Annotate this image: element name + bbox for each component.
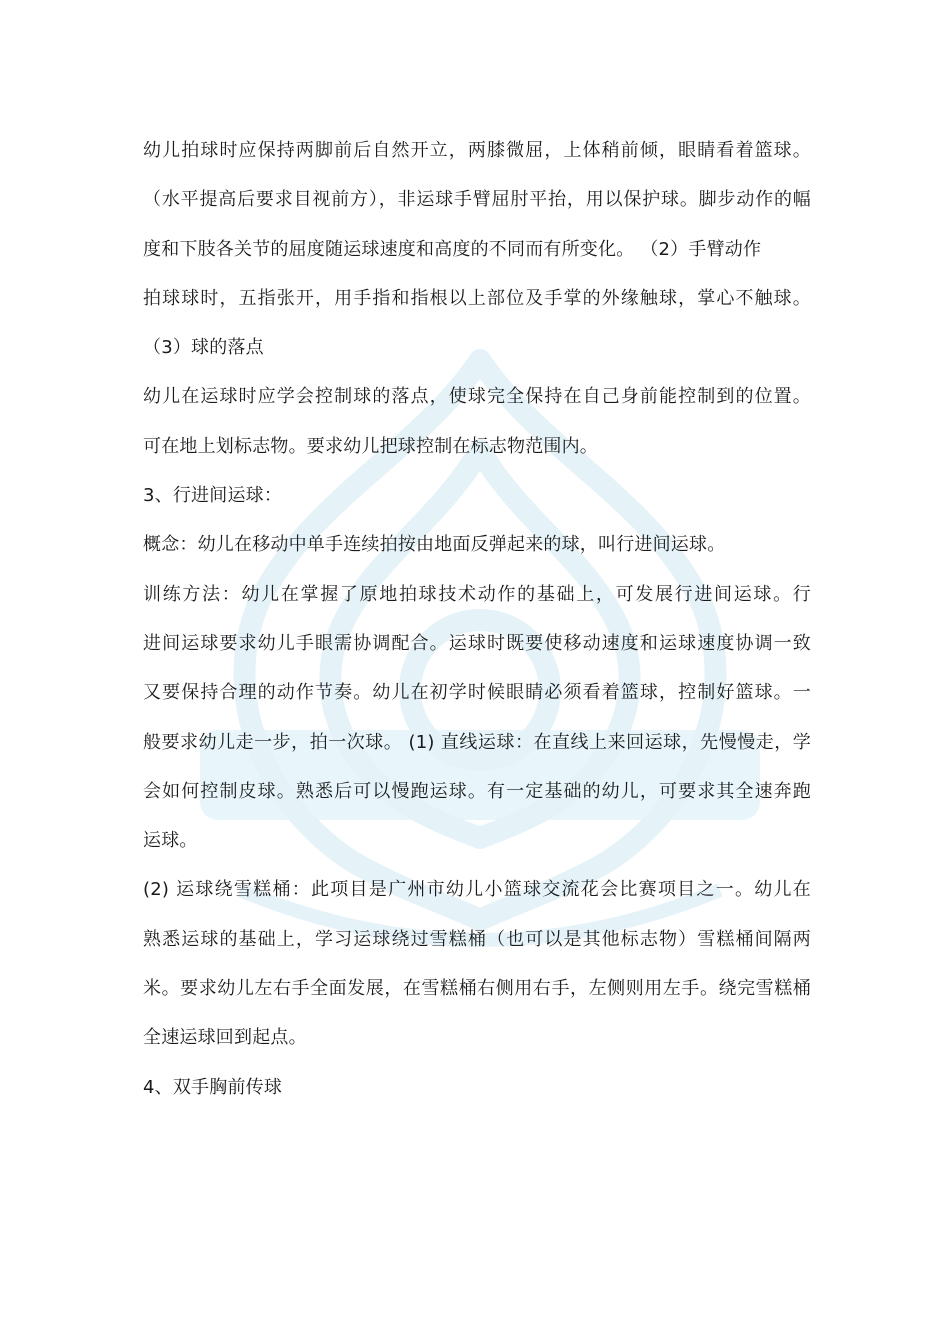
text-line: 运球。 [143, 830, 198, 852]
text-line: 全速运球回到起点。 [143, 1027, 307, 1049]
text-line: 概念：幼儿在移动中单手连续拍按由地面反弹起来的球，叫行进间运球。 [143, 534, 726, 556]
text-line: 幼儿在运球时应学会控制球的落点，使球完全保持在自己身前能控制到的位置。 [143, 386, 811, 408]
document-body [143, 126, 811, 1112]
text-line: 可在地上划标志物。要求幼儿把球控制在标志物范围内。 [143, 435, 598, 457]
text-line: 训练方法：幼儿在掌握了原地拍球技术动作的基础上，可发展行进间运球。行 [143, 583, 811, 605]
text-line: 又要保持合理的动作节奏。幼儿在初学时候眼睛必须看着篮球，控制好篮球。一 [143, 682, 811, 704]
text-line: 幼儿拍球时应保持两脚前后自然开立，两膝微屈，上体稍前倾，眼睛看着篮球。 [143, 140, 811, 161]
text-line: (2) 运球绕雪糕桶：此项目是广州市幼儿小篮球交流花会比赛项目之一。幼儿在 [143, 879, 811, 901]
text-line: 米。要求幼儿左右手全面发展，在雪糕桶右侧用右手，左侧则用左手。绕完雪糕桶 [143, 978, 811, 1000]
text-line: （水平提高后要求目视前方），非运球手臂屈肘平抬，用以保护球。脚步动作的幅 [143, 189, 811, 211]
text-line: （3）球的落点 [143, 337, 264, 359]
text-line: 般要求幼儿走一步，拍一次球。 (1) 直线运球：在直线上来回运球，先慢慢走，学 [143, 731, 811, 753]
text-line: 度和下肢各关节的屈度随运球速度和高度的不同而有所变化。 （2）手臂动作 [143, 238, 762, 260]
text-line: 3、行进间运球： [143, 485, 283, 507]
text-line: 4、双手胸前传球 [143, 1076, 283, 1098]
text-line: 会如何控制皮球。熟悉后可以慢跑运球。有一定基础的幼儿，可要求其全速奔跑 [143, 780, 811, 802]
text-line: 拍球球时，五指张开，用手指和指根以上部位及手掌的外缘触球，掌心不触球。 [143, 287, 811, 309]
text-line: 进间运球要求幼儿手眼需协调配合。运球时既要使移动速度和运球速度协调一致 [143, 632, 811, 654]
text-line: 熟悉运球的基础上，学习运球绕过雪糕桶（也可以是其他标志物）雪糕桶间隔两 [143, 928, 811, 950]
